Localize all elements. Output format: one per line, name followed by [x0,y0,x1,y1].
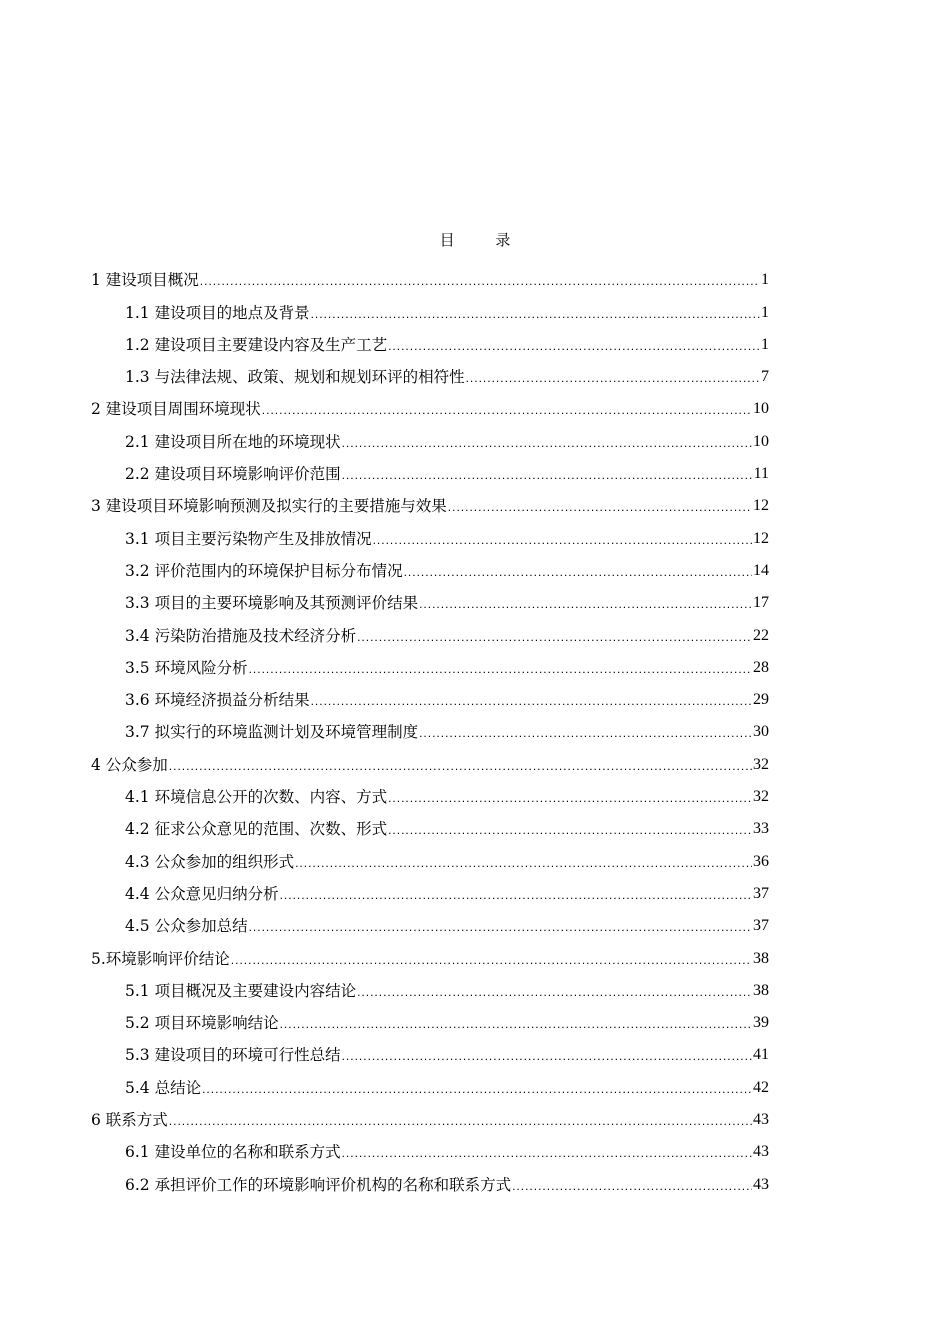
toc-entry-text: 4.4 公众意见归纳分析 [125,884,279,903]
toc-entry-2[interactable] [91,291,769,323]
toc-entry-28[interactable] [91,1131,769,1163]
toc-page-number: 10 [753,432,769,450]
toc-entry-22[interactable] [91,937,769,969]
toc-dot-leader [200,272,760,290]
toc-entry-23[interactable] [91,970,769,1002]
toc-entry-text: 2.2 建设项目环境影响评价范围 [125,465,341,484]
toc-page-number: 37 [753,917,769,935]
toc-entry-8[interactable] [91,485,769,517]
toc-entry-text: 3.5 环境风险分析 [125,658,248,677]
toc-page-number: 14 [753,561,769,579]
toc-page-number: 22 [753,626,769,644]
toc-dot-leader [169,757,752,775]
toc-entry-24[interactable] [91,1002,769,1034]
toc-dot-leader [342,1047,752,1065]
toc-page-number: 33 [753,820,769,838]
toc-page-number: 1 [761,303,769,321]
toc-entry-text: 3.4 污染防治措施及技术经济分析 [125,626,357,645]
toc-dot-leader [342,1144,752,1162]
toc-dot-leader [262,401,752,419]
toc-entry-text: 5.1 项目概况及主要建设内容结论 [125,981,357,1000]
toc-dot-leader [280,1015,752,1033]
toc-page-number: 41 [753,1046,769,1064]
toc-entry-text: 2.1 建设项目所在地的环境现状 [125,432,341,451]
toc-dot-leader [388,789,752,807]
toc-entry-25[interactable] [91,1034,769,1066]
toc-page-number: 37 [753,884,769,902]
toc-entry-text: 2 建设项目周围环境现状 [91,400,261,419]
toc-entry-text: 6.2 承担评价工作的环境影响评价机构的名称和联系方式 [125,1175,512,1194]
toc-entry-13[interactable] [91,647,769,679]
toc-entry-26[interactable] [91,1066,769,1098]
toc-entry-6[interactable] [91,420,769,452]
toc-entry-text: 4.3 公众参加的组织形式 [125,852,295,871]
toc-dot-leader [249,660,752,678]
toc-entry-text: 4.1 环境信息公开的次数、内容、方式 [125,788,388,807]
toc-entry-14[interactable] [91,679,769,711]
toc-page-number: 36 [753,852,769,870]
toc-page-number: 42 [753,1078,769,1096]
toc-entry-29[interactable] [91,1163,769,1195]
toc-entry-text: 3 建设项目环境影响预测及拟实行的主要措施与效果 [91,497,447,516]
toc-entry-text: 4.5 公众参加总结 [125,917,248,936]
toc-entry-17[interactable] [91,776,769,808]
toc-title: 目 录 [439,231,529,249]
toc-entry-text: 4.2 征求公众意见的范围、次数、形式 [125,820,388,839]
toc-entry-9[interactable] [91,517,769,549]
toc-dot-leader [419,595,752,613]
toc-entry-10[interactable] [91,550,769,582]
toc-page-number: 39 [753,1014,769,1032]
table-of-contents [91,259,769,1196]
toc-dot-leader [202,1080,752,1098]
toc-dot-leader [280,886,752,904]
toc-entry-text: 3.7 拟实行的环境监测计划及环境管理制度 [125,723,419,742]
toc-dot-leader [295,854,752,872]
toc-dot-leader [388,821,752,839]
toc-dot-leader [311,305,760,323]
toc-entry-text: 5.2 项目环境影响结论 [125,1014,279,1033]
toc-page-number: 38 [753,949,769,967]
toc-page-number: 7 [761,368,769,386]
toc-entry-text: 1 建设项目概况 [91,271,199,290]
toc-entry-3[interactable] [91,324,769,356]
toc-page-number: 43 [753,1175,769,1193]
toc-page-number: 32 [753,755,769,773]
toc-entry-16[interactable] [91,743,769,775]
toc-entry-27[interactable] [91,1099,769,1131]
toc-dot-leader [169,1112,752,1130]
toc-page-number: 38 [753,981,769,999]
toc-dot-leader [342,434,752,452]
toc-dot-leader [466,369,760,387]
toc-entry-1[interactable] [91,259,769,291]
toc-page-number: 43 [753,1111,769,1129]
toc-entry-text: 3.1 项目主要污染物产生及排放情况 [125,529,372,548]
toc-dot-leader [419,724,752,742]
toc-entry-text: 3.3 项目的主要环境影响及其预测评价结果 [125,594,419,613]
toc-entry-text: 4 公众参加 [91,755,168,774]
toc-entry-text: 3.6 环境经济损益分析结果 [125,691,310,710]
toc-entry-11[interactable] [91,582,769,614]
toc-page-number: 1 [761,271,769,289]
toc-entry-text: 5.3 建设项目的环境可行性总结 [125,1046,341,1065]
toc-entry-text: 6 联系方式 [91,1111,168,1130]
toc-page-number: 32 [753,788,769,806]
toc-dot-leader [448,498,752,516]
toc-dot-leader [404,563,752,581]
toc-dot-leader [311,692,752,710]
toc-dot-leader [342,466,753,484]
toc-entry-text: 6.1 建设单位的名称和联系方式 [125,1143,341,1162]
toc-page-number: 43 [753,1143,769,1161]
toc-entry-text: 1.1 建设项目的地点及背景 [125,303,310,322]
toc-dot-leader [357,628,752,646]
toc-entry-18[interactable] [91,808,769,840]
toc-entry-15[interactable] [91,711,769,743]
toc-entry-text: 1.2 建设项目主要建设内容及生产工艺 [125,335,388,354]
toc-dot-leader [388,337,760,355]
toc-dot-leader [512,1177,752,1195]
toc-page-number: 11 [753,465,769,483]
toc-dot-leader [231,951,752,969]
toc-page-number: 12 [753,529,769,547]
toc-entry-21[interactable] [91,905,769,937]
toc-entry-text: 1.3 与法律法规、政策、规划和规划环评的相符性 [125,368,465,387]
toc-dot-leader [373,531,752,549]
toc-page-number: 1 [761,335,769,353]
toc-entry-12[interactable] [91,614,769,646]
toc-entry-20[interactable] [91,873,769,905]
toc-entry-text: 5.环境影响评价结论 [91,949,230,968]
toc-entry-19[interactable] [91,840,769,872]
toc-page-number: 12 [753,497,769,515]
toc-entry-4[interactable] [91,356,769,388]
toc-dot-leader [249,918,752,936]
toc-entry-text: 5.4 总结论 [125,1078,202,1097]
toc-page-number: 17 [753,594,769,612]
toc-entry-5[interactable] [91,388,769,420]
toc-page-number: 28 [753,658,769,676]
toc-page-number: 30 [753,723,769,741]
toc-entry-7[interactable] [91,453,769,485]
toc-page-number: 29 [753,691,769,709]
toc-entry-text: 3.2 评价范围内的环境保护目标分布情况 [125,561,403,580]
toc-page-number: 10 [753,400,769,418]
toc-dot-leader [357,983,752,1001]
